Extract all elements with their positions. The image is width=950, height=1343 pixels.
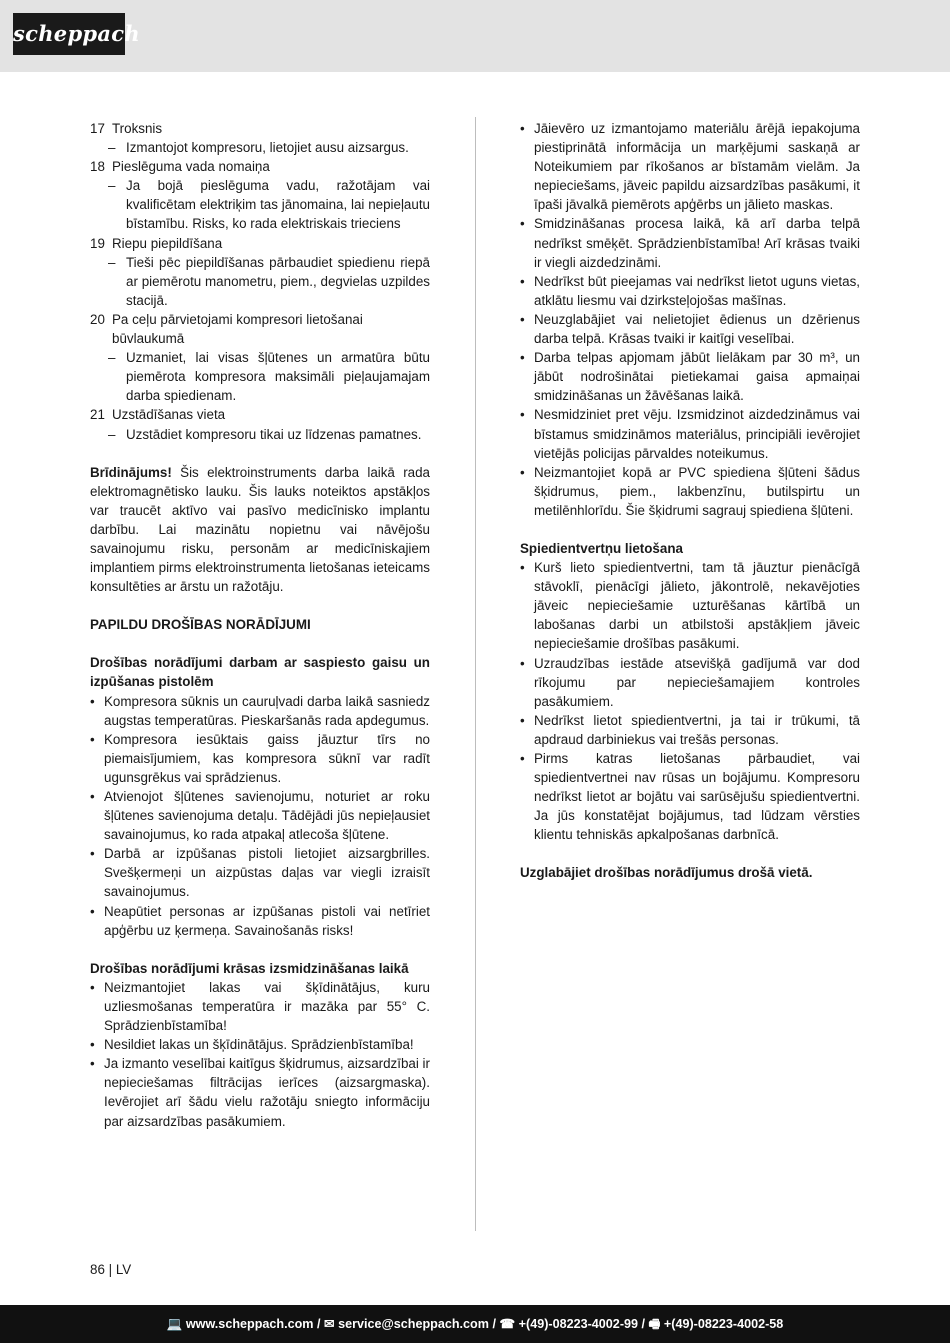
list-item-text: Nedrīkst būt pieejamas vai nedrīkst lietot uguns vietas, atklātu liesmu vai dzirksteļojošas mašīnas. bbox=[534, 273, 860, 308]
list-item-text: Neapūtiet personas ar izpūšanas pistoli vai netīriet apģērbu uz ķermeņa. Savainošanās risks! bbox=[104, 903, 430, 938]
bullet-marker: • bbox=[520, 350, 525, 366]
item-number: 18 bbox=[90, 159, 105, 175]
list-item-text: Nesmidziniet pret vēju. Izsmidzinot aizdedzināmus vai bīstamus smidzināmos materiālus, principiāli ievērojiet vietējās policijas pārvaldes noteikumus. bbox=[534, 407, 860, 461]
bullet-marker: • bbox=[90, 1056, 95, 1072]
bullet-marker: • bbox=[90, 1037, 95, 1053]
item-title: Troksnis bbox=[112, 121, 163, 136]
sub-item-text: Uzstādiet kompresoru tikai uz līdzenas pamatnes. bbox=[126, 426, 422, 442]
item-title: Riepu piepildīšana bbox=[112, 235, 223, 251]
bullet-marker: • bbox=[520, 273, 525, 289]
list-item bbox=[520, 214, 860, 271]
sub-item-text: Uzmaniet, lai visas šļūtenes un armatūra būtu piemērota kompresora maksimāli pieļaujamajam darba spiedienam. bbox=[126, 350, 430, 404]
compressed-air-list bbox=[90, 692, 430, 940]
bullet-marker: • bbox=[90, 731, 95, 747]
list-item-text: Nesildiet lakas un šķīdinātājus. Sprādzienbīstamība! bbox=[104, 1037, 414, 1053]
item-title: Uzstādīšanas vieta bbox=[112, 407, 226, 423]
sub-item bbox=[90, 348, 430, 405]
list-item bbox=[520, 405, 860, 462]
envelope-icon: ✉ bbox=[324, 1317, 335, 1331]
numbered-item bbox=[90, 234, 430, 253]
bullet-marker: • bbox=[520, 407, 525, 423]
bullet-marker: • bbox=[90, 693, 95, 709]
compressed-air-heading: Drošības norādījumi darbam ar saspiesto gaisu un izpūšanas pistolēm bbox=[90, 655, 430, 690]
closing-note: Uzglabājiet drošības norādījumus drošā vietā. bbox=[520, 865, 813, 881]
section-title: PAPILDU DROŠĪBAS NORĀDĪJUMI bbox=[90, 617, 311, 633]
list-item bbox=[90, 978, 430, 1035]
list-item bbox=[90, 787, 430, 844]
numbered-item bbox=[90, 157, 430, 176]
list-item-text: Jāievēro uz izmantojamo materiālu ārējā iepakojuma piestiprinātā informācija un marķējumi saskaņā ar Noteikumiem par rīkošanos ar bīstamām vielām. Ja nepieciešams, jāveic papildu aizsardzības pasākumi, it īpaši jāvalkā piemērots apģērbs un jālieto maskas. bbox=[534, 121, 860, 213]
email-link[interactable]: service@scheppach.com / bbox=[338, 1317, 496, 1331]
list-item-text: Uzraudzības iestāde atsevišķā gadījumā var dod rīkojumu par nepieciešamajiem kontroles pasākumiem. bbox=[534, 655, 860, 709]
spray-list-continued bbox=[520, 119, 860, 520]
bullet-marker: • bbox=[90, 789, 95, 804]
list-item bbox=[520, 749, 860, 844]
sub-item bbox=[90, 176, 430, 233]
warning-label: Brīdinājums! bbox=[90, 464, 172, 480]
list-item-text: Atvienojot šļūtenes savienojumu, noturiet ar roku šļūtenes savienojuma detaļu. Tādējādi jūs nepieļausiet savainojumus, ko rada atpakaļ atlecoša šļūtene. bbox=[104, 789, 430, 843]
warning-text: Šis elektroinstruments darba laikā rada elektromagnētisko lauku. Šis lauks noteiktos apstākļos var traucēt aktīvo vai pasīvo medicīnisko implantu darbību. Lai mazinātu nopietnu vai nāvējošu savainojumu risku, personām ar medicīniskajiem implantiem pirms elektroinstrumenta lietošanas ieteicams konsultēties ar ārstu un ražotāju. bbox=[90, 464, 430, 595]
list-item-text: Neizmantojiet lakas vai šķīdinātājus, kuru uzliesmošanas temperatūra ir mazāka par 55° C. Sprādzienbīstamība! bbox=[104, 979, 430, 1034]
item-title: Pieslēguma vada nomaiņa bbox=[112, 159, 270, 175]
numbered-item bbox=[90, 405, 430, 424]
phone-number: +(49)-08223-4002-99 / bbox=[518, 1317, 646, 1331]
list-item bbox=[520, 348, 860, 405]
list-item bbox=[520, 463, 860, 520]
list-item-text: Pirms katras lietošanas pārbaudiet, vai spiedientvertnei nav rūsas un bojājumu. Kompresoru nedrīkst lietot ar bojātu vai sarūsējušu spiedientvertni. Ja jūs konstatējat bojājumus, tad lūdzam vērsties klientu tehniskās apkalpošanas darbnīcā. bbox=[534, 751, 860, 843]
bullet-marker: • bbox=[520, 464, 525, 480]
brand-logo: scheppach bbox=[13, 13, 125, 55]
numbered-item bbox=[90, 119, 430, 138]
dash-marker: – bbox=[108, 254, 116, 270]
bullet-marker: • bbox=[90, 979, 95, 995]
dash-marker: – bbox=[108, 426, 116, 442]
numbered-list bbox=[90, 119, 430, 444]
bullet-marker: • bbox=[520, 560, 525, 576]
spray-list bbox=[90, 978, 430, 1131]
warning-paragraph bbox=[90, 463, 430, 597]
item-number: 19 bbox=[90, 235, 105, 251]
dash-marker: – bbox=[108, 178, 116, 194]
fax-number: +(49)-08223-4002-58 bbox=[663, 1317, 784, 1331]
header-bar bbox=[0, 0, 950, 72]
list-item-text: Kompresora sūknis un cauruļvadi darba laikā sasniedz augstas temperatūras. Pieskaršanās rada apdegumus. bbox=[104, 693, 430, 728]
phone-icon: ☎ bbox=[499, 1317, 516, 1331]
bullet-marker: • bbox=[520, 655, 525, 671]
sub-item-text: Izmantojot kompresoru, lietojiet ausu aizsargus. bbox=[126, 140, 409, 156]
sub-item-text: Ja bojā pieslēguma vadu, ražotājam vai kvalificētam elektriķim tas jānomaina, lai nepieļautu bīstamību. Risks, ko rada elektriskais trieciens bbox=[126, 178, 430, 232]
bullet-marker: • bbox=[520, 712, 525, 728]
left-column bbox=[90, 119, 430, 1131]
list-item bbox=[520, 558, 860, 653]
sub-item bbox=[90, 138, 430, 157]
bullet-marker: • bbox=[520, 751, 525, 766]
bullet-marker: • bbox=[520, 311, 525, 327]
list-item bbox=[90, 844, 430, 901]
sub-item bbox=[90, 253, 430, 310]
sub-item bbox=[90, 425, 430, 444]
vessel-list bbox=[520, 558, 860, 844]
fax-icon: 🖷 bbox=[648, 1317, 661, 1331]
monitor-icon: 💻 bbox=[166, 1317, 183, 1331]
list-item-text: Nedrīkst lietot spiedientvertni, ja tai ir trūkumi, tā apdraud darbiniekus vai trešās personas. bbox=[534, 712, 860, 747]
list-item bbox=[90, 1035, 430, 1054]
dash-marker: – bbox=[108, 350, 116, 366]
list-item bbox=[520, 272, 860, 310]
dash-marker: – bbox=[108, 140, 116, 156]
right-column bbox=[520, 119, 860, 883]
bullet-marker: • bbox=[90, 846, 95, 862]
list-item-text: Ja izmanto veselībai kaitīgus šķidrumus, aizsardzībai ir nepieciešamas filtrācijas ierīces (aizsargmaska). Ievērojiet arī šādu vielu ražotāju sniegto informāciju par aizsardzības pasākumiem. bbox=[104, 1056, 430, 1129]
bullet-marker: • bbox=[90, 903, 95, 919]
list-item bbox=[90, 692, 430, 730]
list-item bbox=[520, 711, 860, 749]
bullet-marker: • bbox=[520, 216, 525, 232]
vessel-heading: Spiedientvertņu lietošana bbox=[520, 540, 683, 556]
list-item bbox=[520, 310, 860, 348]
list-item bbox=[90, 902, 430, 940]
spray-heading: Drošības norādījumi krāsas izsmidzināšanas laikā bbox=[90, 960, 409, 976]
page-number: 86 | LV bbox=[90, 1262, 132, 1277]
column-divider bbox=[475, 117, 476, 1231]
list-item-text: Kompresora iesūktais gaiss jāuztur tīrs no piemaisījumiem, kas kompresora sūknī var radīt ugunsgrēkus vai sprādzienus. bbox=[104, 731, 430, 785]
list-item-text: Kurš lieto spiedientvertni, tam tā jāuztur pienācīgā stāvoklī, pienācīgi jālieto, jākontrolē, nekavējoties jāveic nepieciešamie uzturēšanas kārtībā un labošanas darbi un atbilstoši apstākļiem jāveic nepieciešamie drošības pasākumi. bbox=[534, 560, 860, 652]
sub-item-text: Tieši pēc piepildīšanas pārbaudiet spiedienu riepā ar piemērotu manometru, piem., degvielas uzpildes stacijā. bbox=[126, 254, 430, 308]
list-item-text: Neizmantojiet kopā ar PVC spiediena šļūteni šādus šķidrumus, piem., lakbenzīnu, butilspirtu un metilēnhlorīdu. Šie šķidrumi sagrauj spiediena šļūteni. bbox=[534, 464, 860, 518]
footer-bar bbox=[0, 1305, 950, 1343]
list-item-text: Darbā ar izpūšanas pistoli lietojiet aizsargbrilles. Svešķermeņi un aizpūstas daļas var viegli izraisīt savainojumus. bbox=[104, 846, 430, 900]
list-item-text: Neuzglabājiet vai nelietojiet ēdienus un dzērienus darba telpā. Krāsas tvaiki ir kaitīgi veselībai. bbox=[534, 311, 860, 347]
item-number: 20 bbox=[90, 311, 105, 327]
list-item bbox=[520, 654, 860, 711]
list-item-text: Darba telpas apjomam jābūt lielākam par 30 m³, un jābūt nodrošinātai pietiekamai gaisa apmaiņai smidzināšanas un žāvēšanas laikā. bbox=[534, 350, 860, 404]
item-title: Pa ceļu pārvietojami kompresori lietošanai būvlaukumā bbox=[112, 311, 363, 347]
list-item bbox=[90, 730, 430, 787]
list-item bbox=[90, 1054, 430, 1130]
list-item-text: Smidzināšanas procesa laikā, kā arī darba telpā nedrīkst smēķēt. Sprādzienbīstamība! Arī krāsas tvaiki ir viegli aizdedzināmi. bbox=[534, 216, 860, 270]
bullet-marker: • bbox=[520, 121, 525, 136]
numbered-item bbox=[90, 310, 430, 348]
list-item bbox=[520, 119, 860, 214]
website-link[interactable]: www.scheppach.com / bbox=[185, 1317, 321, 1331]
item-number: 17 bbox=[90, 121, 105, 136]
item-number: 21 bbox=[90, 407, 105, 423]
